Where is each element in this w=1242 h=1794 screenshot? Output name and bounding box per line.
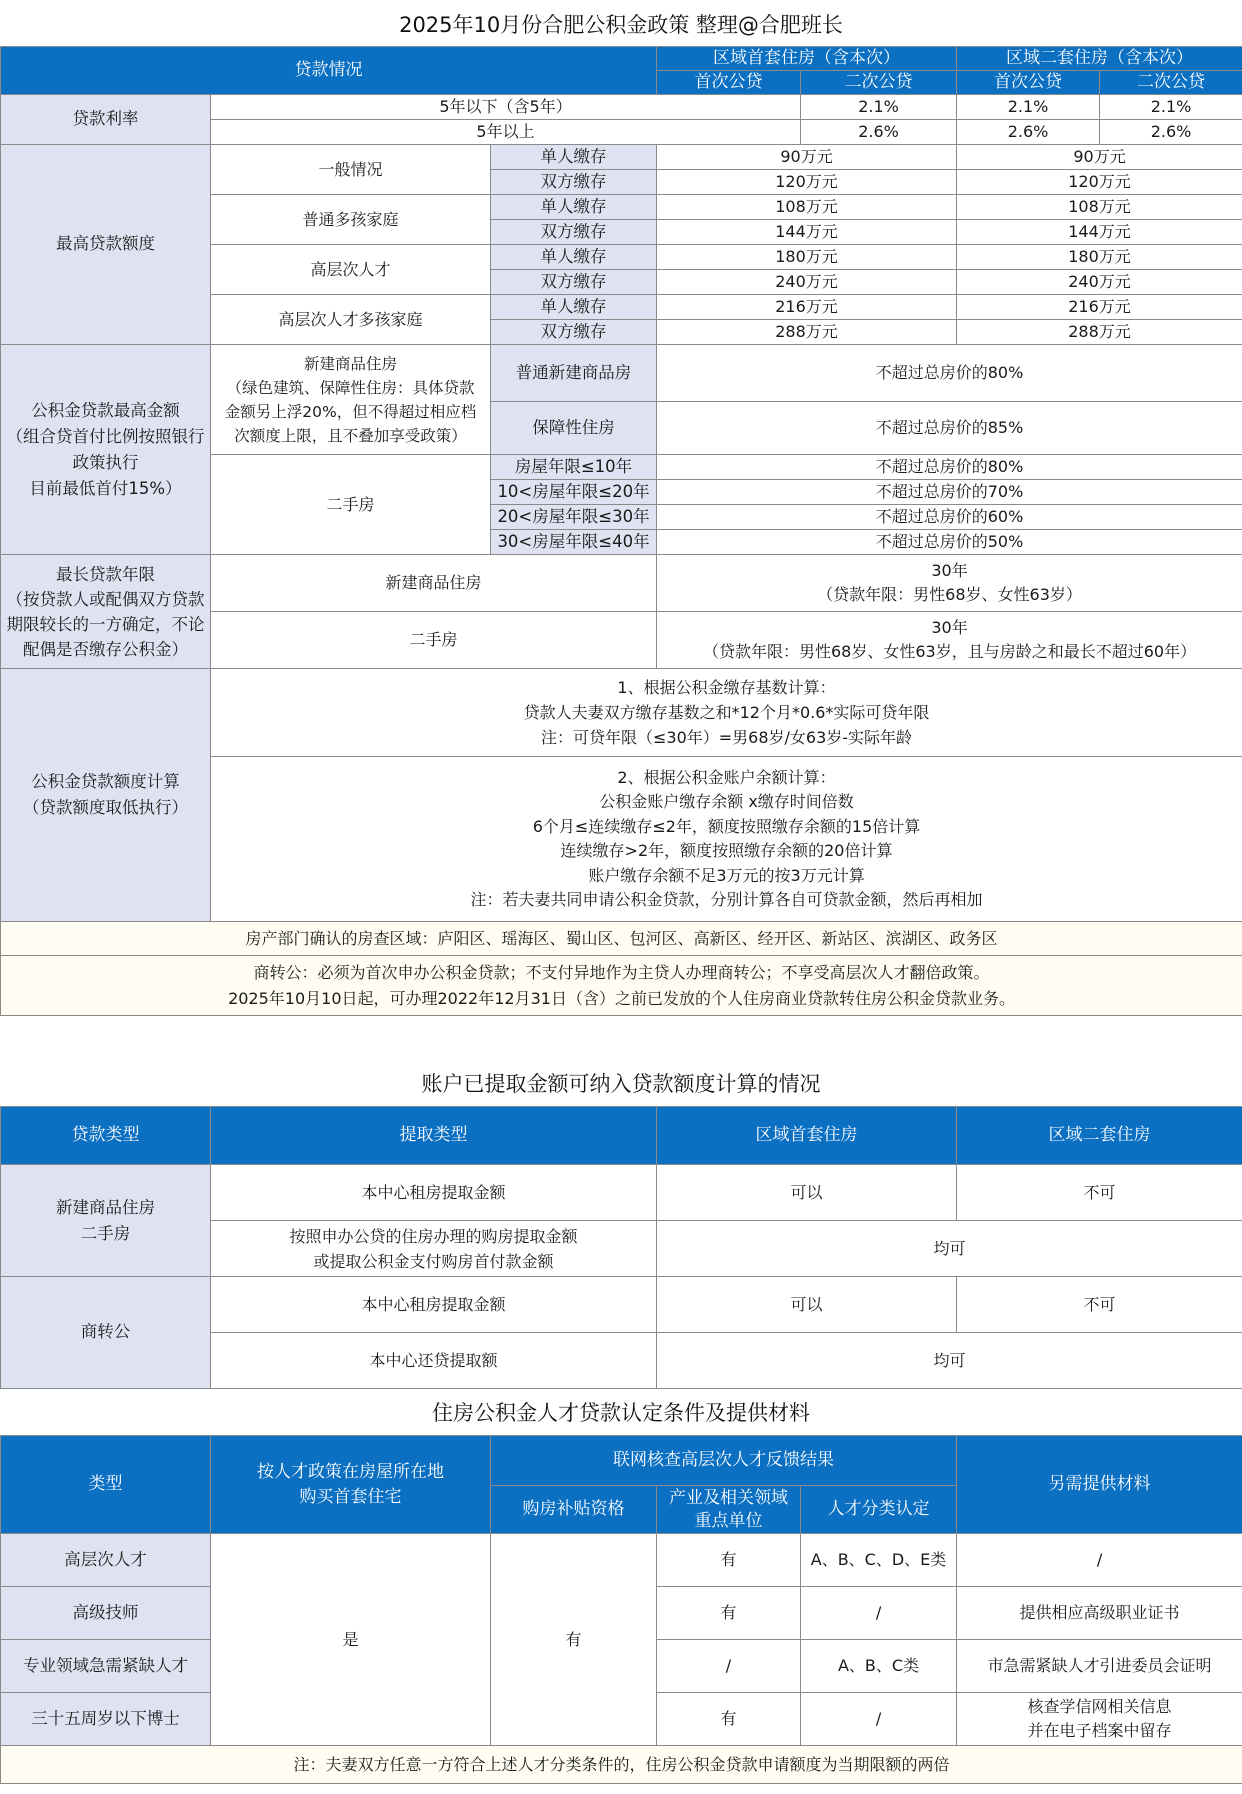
term-years: 30年: [931, 561, 968, 580]
max-amount-group: 普通多孩家庭: [211, 195, 491, 245]
max-amount-value: 240万元: [957, 270, 1242, 295]
label-line: （绿色建筑、保障性住房：具体贷款: [226, 378, 475, 397]
ratio-type: 普通新建商品房: [491, 345, 657, 402]
second-hand-label: 二手房: [211, 455, 491, 555]
max-amount-value: 180万元: [657, 245, 957, 270]
withdraw-title: 账户已提取金额可纳入贷款额度计算的情况: [421, 1072, 821, 1096]
term-years: 30年: [931, 618, 968, 637]
double-deposit-label: 双方缴存: [491, 320, 657, 345]
materials-value: 提供相应高级职业证书: [957, 1587, 1242, 1640]
term-type: 二手房: [211, 612, 657, 669]
calc-note: 注：可贷年限（≤30年）=男68岁/女63岁-实际年龄: [540, 728, 913, 747]
max-amount-value: 144万元: [957, 220, 1242, 245]
header-zone-first: 区域首套住房（含本次）: [657, 47, 957, 71]
calc-line: 6个月≤连续缴存≤2年，额度按照缴存余额的15倍计算: [532, 816, 921, 836]
header-line: 购买首套住宅: [299, 1486, 402, 1507]
term-detail: （贷款年限：男性68岁、女性63岁，且与房龄之和最长不超过60年）: [702, 642, 1197, 661]
materials-value: [957, 1693, 1242, 1746]
single-deposit-label: 单人缴存: [491, 295, 657, 320]
talent-type: 高级技师: [1, 1587, 211, 1640]
talent-title: 住房公积金人才贷款认定条件及提供材料: [432, 1401, 810, 1425]
industry-value: /: [657, 1640, 801, 1693]
talent-note: 注：夫妻双方任意一方符合上述人才分类条件的，住房公积金贷款申请额度为当期限额的两倍: [1, 1746, 1242, 1784]
label-line: （按贷款人或配偶双方贷款: [6, 589, 205, 609]
ratio-value: 不超过总房价的80%: [657, 345, 1242, 402]
calc-line: 账户缴存余额不足3万元的按3万元计算: [588, 865, 865, 885]
header-second-loan: 二次公贷: [1100, 71, 1242, 95]
header-materials: 另需提供材料: [957, 1436, 1242, 1534]
rate-term: 5年以下（含5年）: [211, 95, 801, 120]
materials-line: 并在电子档案中留存: [1027, 1721, 1172, 1740]
header-first-loan: 首次公贷: [957, 71, 1100, 95]
type-line: 或提取公积金支付购房首付款金额: [313, 1251, 554, 1271]
industry-value: 有: [657, 1534, 801, 1587]
header-first-loan: 首次公贷: [657, 71, 801, 95]
rate-value: 2.6%: [1100, 120, 1242, 145]
calc-note: 注：若夫妻共同申请公积金贷款，分别计算各自可贷款金额，然后再相加: [470, 890, 983, 909]
calc-line: 连续缴存>2年，额度按照缴存余额的20倍计算: [560, 841, 893, 860]
header-zone-second: 区域二套住房: [957, 1107, 1242, 1165]
max-amount-value: 240万元: [657, 270, 957, 295]
calc-line: 1、根据公积金缴存基数计算：: [617, 678, 836, 697]
ratio-value: 不超过总房价的50%: [657, 530, 1242, 555]
calc-line: 2、根据公积金账户余额计算：: [617, 767, 836, 787]
talent-type: 专业领域急需紧缺人才: [1, 1640, 211, 1693]
header-zone-first: 区域首套住房: [657, 1107, 957, 1165]
ratio-value: 不超过总房价的80%: [657, 455, 1242, 480]
type-line: 按照申办公贷的住房办理的购房提取金额: [289, 1226, 578, 1246]
header-loan-type: 贷款类型: [1, 1107, 211, 1165]
double-deposit-label: 双方缴存: [491, 220, 657, 245]
note-line: 2025年10月10日起，可办理2022年12月31日（含）之前已发放的个人住房商业贷款转住房公积金贷款业务。: [228, 988, 1015, 1008]
subsidy-value: 有: [491, 1534, 657, 1746]
calc-line: 公积金账户缴存余额 x缴存时间倍数: [599, 792, 854, 811]
label-line: 期限较长的一方确定，不论: [6, 614, 205, 634]
single-deposit-label: 单人缴存: [491, 145, 657, 170]
label-line: 公积金贷款额度计算: [31, 772, 180, 791]
max-amount-value: 90万元: [957, 145, 1242, 170]
term-value: [657, 555, 1242, 612]
max-amount-value: 108万元: [957, 195, 1242, 220]
ratio-type: 房屋年限≤10年: [491, 455, 657, 480]
ratio-type: 20<房屋年限≤30年: [491, 505, 657, 530]
industry-value: 有: [657, 1587, 801, 1640]
page-title: 2025年10月份合肥公积金政策 整理@合肥班长: [399, 13, 843, 37]
rate-value: 2.1%: [1100, 95, 1242, 120]
withdraw-type: 本中心还贷提取额: [211, 1333, 657, 1389]
max-amount-value: 180万元: [957, 245, 1242, 270]
ratio-type: 保障性住房: [491, 402, 657, 455]
classify-value: A、B、C类: [801, 1640, 957, 1693]
ratio-value: 不超过总房价的70%: [657, 480, 1242, 505]
max-amount-value: 90万元: [657, 145, 957, 170]
ratio-value: 不超过总房价的60%: [657, 505, 1242, 530]
max-amount-value: 144万元: [657, 220, 957, 245]
label-line: 政策执行: [72, 452, 139, 472]
withdraw-type: 本中心租房提取金额: [211, 1165, 657, 1221]
withdraw-both: 均可: [657, 1333, 1242, 1389]
double-deposit-label: 双方缴存: [491, 270, 657, 295]
calc-method-1: [211, 669, 1242, 757]
note-line: 商转公：必须为首次申办公积金贷款；不支付异地作为主贷人办理商转公；不享受高层次人才翻倍政策。: [253, 962, 990, 982]
max-amount-group: 高层次人才: [211, 245, 491, 295]
header-subsidy: 购房补贴资格: [491, 1486, 657, 1534]
loan-type-new-and-second: [1, 1165, 211, 1277]
rate-value: 2.1%: [957, 95, 1100, 120]
header-industry: [657, 1486, 801, 1534]
max-amount-group: 一般情况: [211, 145, 491, 195]
max-amount-value: 216万元: [957, 295, 1242, 320]
label-line: 目前最低首付15%）: [29, 478, 182, 498]
withdraw-second: 不可: [957, 1277, 1242, 1333]
industry-value: 有: [657, 1693, 801, 1746]
label-line: （组合贷首付比例按照银行: [6, 426, 205, 446]
header-second-loan: 二次公贷: [801, 71, 957, 95]
term-detail: （贷款年限：男性68岁、女性63岁）: [817, 585, 1082, 604]
withdraw-type: [211, 1221, 657, 1277]
label-line: 新建商品住房: [303, 354, 397, 373]
rate-value: 2.6%: [801, 120, 957, 145]
max-amount-value: 120万元: [657, 170, 957, 195]
policy-value: 是: [211, 1534, 491, 1746]
label-line: 二手房: [80, 1223, 131, 1243]
talent-type: 三十五周岁以下博士: [1, 1693, 211, 1746]
new-house-label: [211, 345, 491, 455]
max-amount-value: 120万元: [957, 170, 1242, 195]
calc-method-2: [211, 757, 1242, 922]
rate-value: 2.1%: [801, 95, 957, 120]
withdraw-first: 可以: [657, 1277, 957, 1333]
header-policy: [211, 1436, 491, 1534]
max-ratio-label: [1, 345, 211, 555]
loan-type-transfer: 商转公: [1, 1277, 211, 1389]
header-type: 类型: [1, 1436, 211, 1534]
withdraw-table: [0, 1106, 1242, 1389]
header-check: 联网核查高层次人才反馈结果: [491, 1436, 957, 1486]
header-line: 重点单位: [694, 1510, 763, 1531]
header-loan-situation: 贷款情况: [1, 47, 657, 95]
label-line: 新建商品住房: [56, 1197, 155, 1217]
calc-label: [1, 669, 211, 922]
rate-term: 5年以上: [211, 120, 801, 145]
header-withdraw-type: 提取类型: [211, 1107, 657, 1165]
header-line: 按人才政策在房屋所在地: [257, 1461, 444, 1482]
header-zone-second: 区域二套住房（含本次）: [957, 47, 1242, 71]
max-amount-value: 288万元: [957, 320, 1242, 345]
ratio-value: 不超过总房价的85%: [657, 402, 1242, 455]
ratio-type: 10<房屋年限≤20年: [491, 480, 657, 505]
header-classify: 人才分类认定: [801, 1486, 957, 1534]
term-label: [1, 555, 211, 669]
label-line: 最长贷款年限: [56, 564, 155, 584]
materials-value: /: [957, 1534, 1242, 1587]
talent-table: [0, 1435, 1242, 1784]
withdraw-both: 均可: [657, 1221, 1242, 1277]
label-line: 公积金贷款最高金额: [31, 400, 180, 420]
single-deposit-label: 单人缴存: [491, 245, 657, 270]
label-line: （贷款额度取低执行）: [23, 798, 188, 817]
term-type: 新建商品住房: [211, 555, 657, 612]
term-value: [657, 612, 1242, 669]
max-amount-group: 高层次人才多孩家庭: [211, 295, 491, 345]
withdraw-first: 可以: [657, 1165, 957, 1221]
talent-type: 高层次人才: [1, 1534, 211, 1587]
classify-value: A、B、C、D、E类: [801, 1534, 957, 1587]
rate-value: 2.6%: [957, 120, 1100, 145]
max-amount-value: 216万元: [657, 295, 957, 320]
max-amount-value: 108万元: [657, 195, 957, 220]
policy-table: [0, 46, 1242, 1016]
calc-line: 贷款人夫妻双方缴存基数之和*12个月*0.6*实际可贷年限: [523, 703, 930, 722]
label-line: 次额度上限，且不叠加享受政策）: [234, 426, 467, 445]
withdraw-second: 不可: [957, 1165, 1242, 1221]
classify-value: /: [801, 1587, 957, 1640]
label-line: 配偶是否缴存公积金）: [23, 639, 188, 659]
zone-note: 房产部门确认的房查区域：庐阳区、瑶海区、蜀山区、包河区、高新区、经开区、新站区、滨湖区、政务区: [1, 922, 1242, 956]
withdraw-type: 本中心租房提取金额: [211, 1277, 657, 1333]
max-amount-label: 最高贷款额度: [1, 145, 211, 345]
ratio-type: 30<房屋年限≤40年: [491, 530, 657, 555]
label-line: 金额另上浮20%，但不得超过相应档: [224, 402, 477, 421]
materials-line: 核查学信网相关信息: [1027, 1697, 1172, 1716]
materials-value: 市急需紧缺人才引进委员会证明: [957, 1640, 1242, 1693]
single-deposit-label: 单人缴存: [491, 195, 657, 220]
transfer-note: [1, 956, 1242, 1016]
classify-value: /: [801, 1693, 957, 1746]
max-amount-value: 288万元: [657, 320, 957, 345]
header-line: 产业及相关领域: [669, 1487, 788, 1508]
rate-label: 贷款利率: [1, 95, 211, 145]
double-deposit-label: 双方缴存: [491, 170, 657, 195]
